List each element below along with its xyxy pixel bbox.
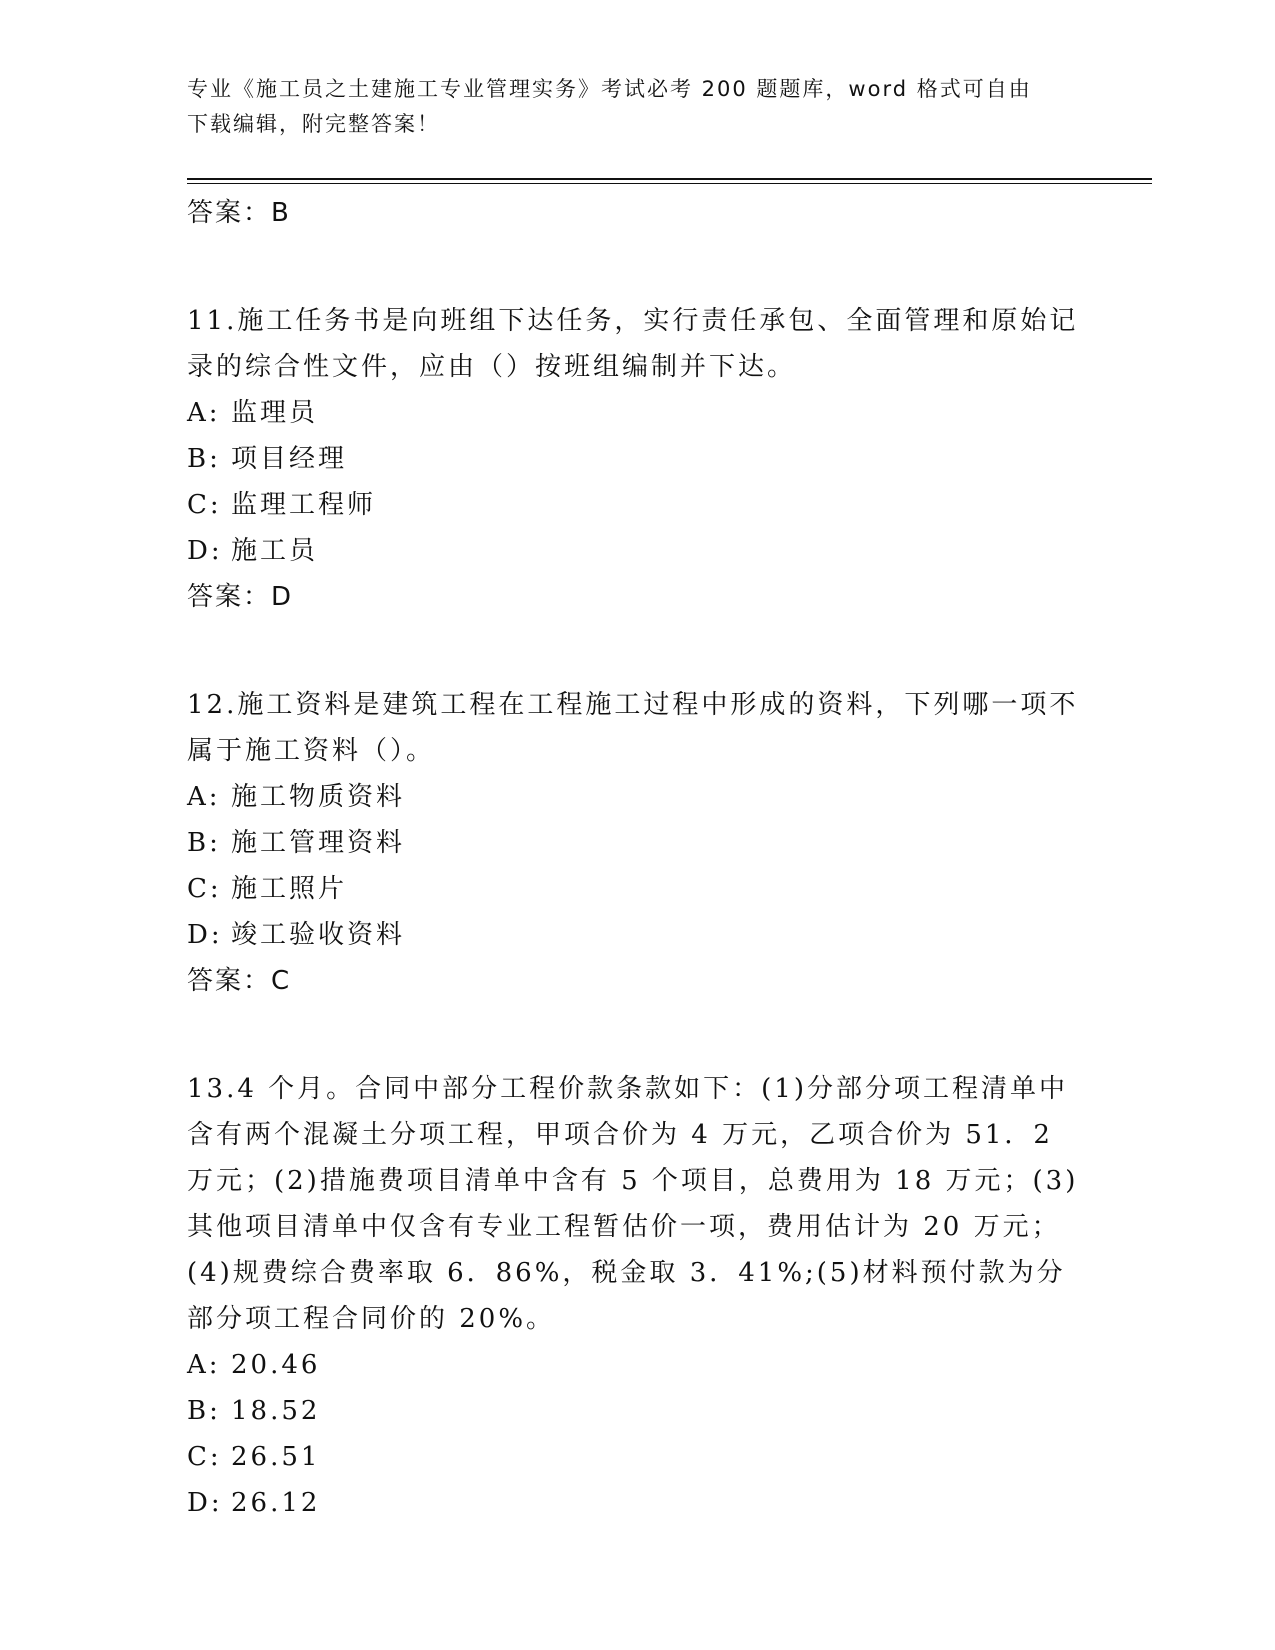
option-text: 施工物质资料 (231, 782, 406, 812)
option-text: 施工照片 (231, 874, 348, 904)
option-letter: C: (187, 874, 222, 904)
option-text: 监理工程师 (231, 490, 377, 520)
question-list (187, 190, 1087, 1526)
option-c (187, 866, 1087, 912)
option-letter: B: (187, 1396, 221, 1426)
option-text: 施工管理资料 (231, 828, 406, 858)
option-c (187, 482, 1087, 528)
option-letter: A: (187, 398, 221, 428)
option-text: 竣工验收资料 (231, 920, 406, 950)
option-letter: D: (187, 920, 223, 950)
option-text: 20.46 (231, 1350, 321, 1380)
question-text: 13.4 个月。合同中部分工程价款条款如下：(1)分部分项工程清单中含有两个混凝土分项工程，甲项合价为 4 万元，乙项合价为 51．2 万元；(2)措施费项目清单中含有 5 个项目，总费用为 18 万元；(3)其他项目清单中仅含有专业工程暂估价一项，费用估计为 20 万元；(4)规费综合费率取 6．86%，税金取 3．41%;(5)材料预付款为分部分项工程合同价的 20%。 (187, 1074, 1079, 1334)
header-rule-thin (187, 183, 1152, 184)
option-letter: D: (187, 1488, 223, 1518)
option-text: 监理员 (231, 398, 319, 428)
option-letter: D: (187, 536, 223, 566)
option-letter: A: (187, 1350, 221, 1380)
previous-answer: 答案：B (187, 198, 291, 228)
option-letter: B: (187, 828, 221, 858)
option-text: 18.52 (231, 1396, 321, 1426)
question-text: 12.施工资料是建筑工程在工程施工过程中形成的资料，下列哪一项不属于施工资料（）。 (187, 690, 1079, 766)
option-d (187, 1480, 1087, 1526)
option-letter: A: (187, 782, 221, 812)
header-line-1: 专业《施工员之土建施工专业管理实务》考试必考 200 题题库，word 格式可自由 (187, 77, 1032, 101)
header-rule-thick (187, 178, 1152, 180)
option-b (187, 436, 1087, 482)
option-letter: B: (187, 444, 221, 474)
option-a (187, 390, 1087, 436)
option-letter: C: (187, 490, 222, 520)
answer-line: 答案：C (187, 966, 292, 996)
question-item (187, 298, 1087, 620)
question-text: 11.施工任务书是向班组下达任务，实行责任承包、全面管理和原始记录的综合性文件，应由（）按班组编制并下达。 (187, 306, 1079, 382)
option-a (187, 774, 1087, 820)
option-text: 项目经理 (231, 444, 348, 474)
option-c (187, 1434, 1087, 1480)
question-item (187, 1066, 1087, 1526)
option-a (187, 1342, 1087, 1388)
option-b (187, 1388, 1087, 1434)
question-item (187, 682, 1087, 1004)
option-b (187, 820, 1087, 866)
document-header (187, 72, 1087, 142)
answer-line: 答案：D (187, 582, 294, 612)
option-text: 26.12 (231, 1488, 321, 1518)
option-text: 26.51 (231, 1442, 321, 1472)
option-letter: C: (187, 1442, 222, 1472)
option-d (187, 912, 1087, 958)
header-line-2: 下载编辑，附完整答案！ (187, 112, 440, 136)
option-text: 施工员 (231, 536, 319, 566)
option-d (187, 528, 1087, 574)
